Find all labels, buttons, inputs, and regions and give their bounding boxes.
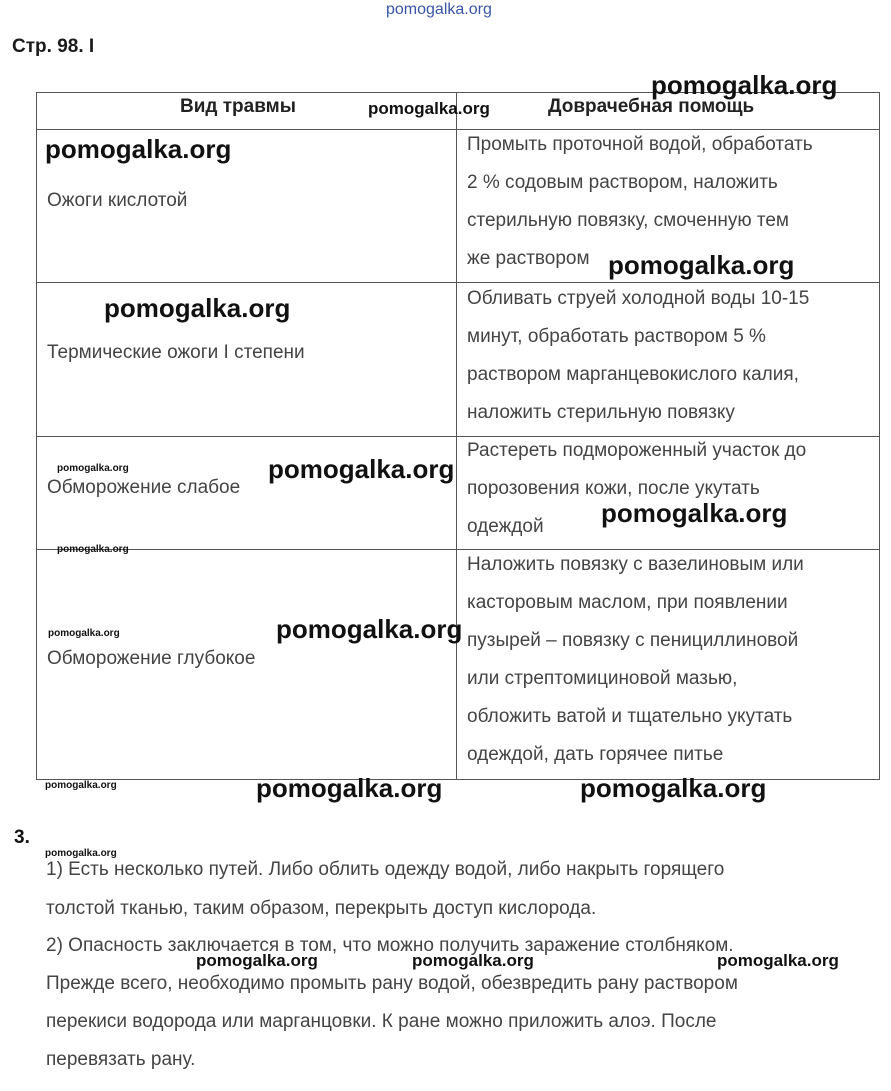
header-injury-type: Вид травмы <box>180 96 296 117</box>
site-watermark-top[interactable]: pomogalka.org <box>386 1 492 18</box>
injury-mild-frostbite: Обморожение слабое <box>47 477 241 498</box>
answer-line: 2) Опасность заключается в том, что можно получить заражение столбняком. <box>46 935 734 956</box>
watermark: pomogalka.org <box>57 544 129 555</box>
aid-line: обложить ватой и тщательно укутать <box>467 706 793 727</box>
aid-deep-frostbite <box>467 546 877 774</box>
answer-line: перекиси водорода или марганцовки. К ране можно приложить алоэ. После <box>46 1011 717 1032</box>
aid-thermal-burns <box>467 280 877 432</box>
aid-line: одеждой <box>467 516 544 537</box>
watermark: pomogalka.org <box>717 951 839 970</box>
watermark: pomogalka.org <box>580 773 767 803</box>
answer-line: толстой тканью, таким образом, перекрыть доступ кислорода. <box>46 898 597 919</box>
aid-line: же раствором <box>467 248 590 269</box>
injury-acid-burns: Ожоги кислотой <box>47 190 188 211</box>
watermark: pomogalka.org <box>104 293 291 323</box>
injury-thermal-burns: Термические ожоги I степени <box>47 342 305 363</box>
watermark: pomogalka.org <box>651 70 838 100</box>
watermark: pomogalka.org <box>57 463 129 474</box>
aid-line: Обливать струей холодной воды 10-15 <box>467 288 810 309</box>
aid-line: 2 % содовым раствором, наложить <box>467 172 778 193</box>
watermark: pomogalka.org <box>276 614 463 644</box>
aid-line: касторовым маслом, при появлении <box>467 592 788 613</box>
watermark: pomogalka.org <box>412 951 534 970</box>
watermark: pomogalka.org <box>268 454 455 484</box>
aid-line: порозовения кожи, после укутать <box>467 478 760 499</box>
aid-line: наложить стерильную повязку <box>467 402 735 423</box>
aid-line: пузырей – повязку с пенициллиновой <box>467 630 799 651</box>
watermark: pomogalka.org <box>45 780 117 791</box>
aid-line: Растереть подмороженный участок до <box>467 440 807 461</box>
answer-line: перевязать рану. <box>46 1049 196 1070</box>
watermark: pomogalka.org <box>196 951 318 970</box>
watermark: pomogalka.org <box>45 848 117 859</box>
injury-deep-frostbite: Обморожение глубокое <box>47 648 256 669</box>
watermark: pomogalka.org <box>48 628 120 639</box>
page-title: Стр. 98. I <box>12 36 95 57</box>
watermark: pomogalka.org <box>601 498 788 528</box>
aid-line: Наложить повязку с вазелиновым или <box>467 554 804 575</box>
aid-line: минут, обработать раствором 5 % <box>467 326 766 347</box>
header-first-aid: Доврачебная помощь <box>548 96 755 117</box>
section-number: 3. <box>14 827 30 848</box>
watermark: pomogalka.org <box>45 134 232 164</box>
answer-line: Прежде всего, необходимо промыть рану водой, обезвредить рану раствором <box>46 973 738 994</box>
aid-line: или стрептомициновой мазью, <box>467 668 738 689</box>
aid-line: раствором марганцевокислого калия, <box>467 364 799 385</box>
watermark: pomogalka.org <box>256 773 443 803</box>
watermark: pomogalka.org <box>368 99 490 118</box>
answer-line: 1) Есть несколько путей. Либо облить одежду водой, либо накрыть горящего <box>46 859 725 880</box>
aid-line: Промыть проточной водой, обработать <box>467 134 813 155</box>
aid-line: одеждой, дать горячее питье <box>467 744 724 765</box>
aid-line: стерильную повязку, смоченную тем <box>467 210 789 231</box>
watermark: pomogalka.org <box>608 250 795 280</box>
